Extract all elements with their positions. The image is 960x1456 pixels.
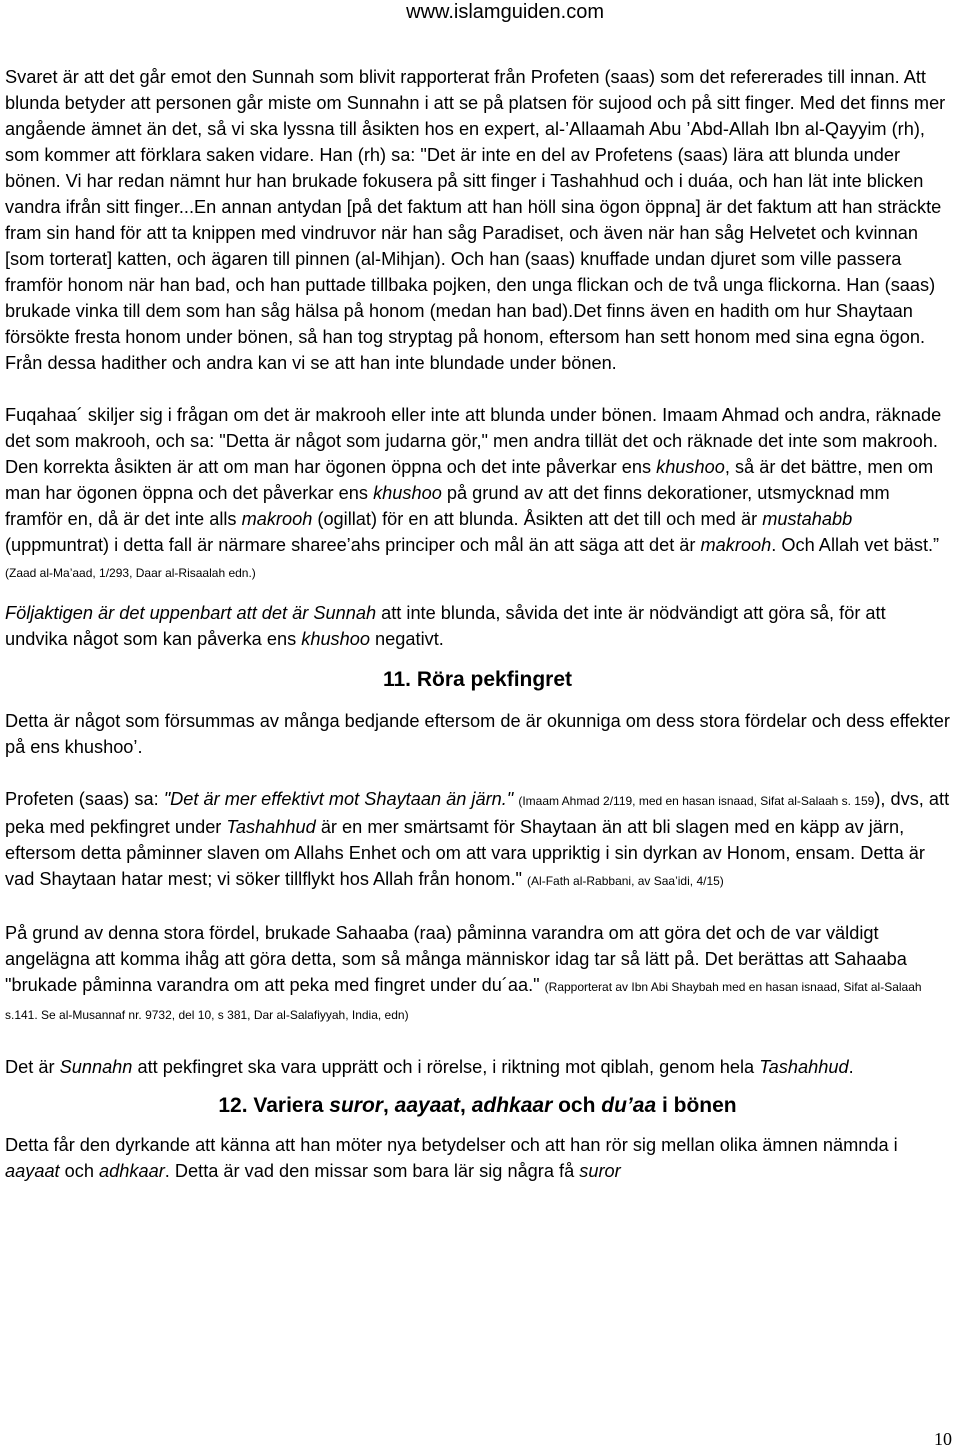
text: Detta får den dyrkande att känna att han möter nya betydelser och att han rör sig mellan olika ämnen nämnda i [5, 1135, 898, 1155]
paragraph-sahaaba [5, 920, 950, 1028]
italic-term: Följaktigen är det uppenbart att det är Sunnah [5, 603, 377, 623]
text: . [848, 1057, 854, 1077]
italic-term: Tashahhud [759, 1057, 849, 1077]
text: Fuqahaa´ skiljer sig i frågan om det är makrooh eller inte att blunda under bönen. Imaam Ahmad och andra, räknade det som makrooh, och sa: "Detta är något som judarna gör," men andra tillät det och räknade det inte som makrooh. Den korrekta åsikten är att om man har ögonen öppna och det inte påverkar ens [5, 405, 942, 477]
italic-term: suror [579, 1161, 621, 1181]
italic-term: suror [329, 1094, 383, 1117]
italic-term: Tashahhud [226, 817, 316, 837]
italic-quote: "Det är mer effektivt mot Shaytaan än järn." [163, 789, 514, 809]
text: , [460, 1094, 472, 1117]
italic-term: aayaat [5, 1161, 60, 1181]
text: negativt. [370, 629, 444, 649]
paragraph-conclusion [5, 600, 950, 652]
section-heading-11: 11. Röra pekfingret [382, 668, 573, 691]
italic-term: mustahabb [762, 509, 853, 529]
text: . Detta är vad den missar som bara lär sig några få [164, 1161, 580, 1181]
text: att inte blunda, såvida det inte är nödvändigt att göra så, för att undvika något som kan påverka ens [5, 603, 886, 649]
italic-term: Sunnahn [59, 1057, 133, 1077]
text: 12. Variera [218, 1094, 330, 1117]
document-body [5, 64, 950, 1184]
text: (ogillat) för en att blunda. Åsikten att det till och med är [312, 509, 763, 529]
text: . Och Allah vet bäst.” [771, 535, 940, 555]
paragraph-prophet-saying [5, 786, 950, 894]
text: är en mer smärtsamt för Shaytaan än att bli slagen med en käpp av järn, eftersom detta påminner slaven om Allahs Enhet och om att vara uppriktig i sin dyrkan av Honom, ensam. Detta är vad Shaytaan hatar mest; vi söker tillflykt hos Allah från honom." [5, 817, 925, 889]
reference-citation: (Rapporterat av Ibn Abi Shaybah med en hasan isnaad, Sifat al-Salaah s.141. Se al-Musannaf nr. 9732, del 10, s 381, Dar al-Salafiyyah, India, edn) [5, 980, 922, 1022]
text: på grund av att det finns dekorationer, utsmycknad mm framför en, då är det inte alls [5, 483, 890, 529]
italic-term: du’aa [601, 1094, 657, 1117]
italic-term: adhkaar [471, 1094, 553, 1117]
italic-term: khushoo [656, 457, 725, 477]
paragraph-fuqahaa-opinion [5, 402, 950, 586]
paragraph-blinking-answer [5, 64, 950, 376]
text: , så är det bättre, men om man har ögonen öppna och det påverkar ens [5, 457, 934, 503]
text: Detta är något som försummas av många bedjande eftersom de är okunniga om dess stora fördelar och dess effekter på ens khushoo’. [5, 711, 950, 757]
italic-term: khushoo [301, 629, 370, 649]
italic-term: makrooh [241, 509, 313, 529]
text: Det är [5, 1057, 60, 1077]
reference-citation: (Imaam Ahmad 2/119, med en hasan isnaad, Sifat al-Salaah s. 159 [518, 794, 875, 808]
paragraph-sunnah-finger [5, 1054, 950, 1080]
text: i bönen [656, 1094, 737, 1117]
italic-term: adhkaar [99, 1161, 165, 1181]
italic-term: aayaat [394, 1094, 461, 1117]
text: , [382, 1094, 395, 1117]
text: och [59, 1161, 100, 1181]
italic-term: khushoo [373, 483, 442, 503]
text: På grund av denna stora fördel, brukade Sahaaba (raa) påminna varandra om att göra det och de var väldigt angelägna att komma ihåg att göra detta, som så många människor idag tar så lätt på. Det berättas att Sahaaba "brukade påminna varandra om att peka med fingret under du´aa." [5, 923, 907, 995]
paragraph-variation [5, 1132, 950, 1184]
site-url-header: www.islamguiden.com [406, 1, 604, 23]
page-number: 10 [934, 1429, 952, 1449]
text: Svaret är att det går emot den Sunnah som blivit rapporterat från Profeten (saas) som det refererades till innan. Att blunda betyder att personen går miste om Sunnahn i att se på platsen för sujood och på sitt finger. Med det finns mer angående ämnet än det, så vi ska lyssna till åsikten hos en expert, al-’Allaamah Abu ’Abd-Allah Ibn al-Qayyim (rh), som kommer att förklara saken vidare. Han (rh) sa: "Det är inte en del av Profetens (saas) lära att blunda under bönen. Vi har redan nämnt hur han brukade fokusera på sitt finger i Tashahhud och i duáa, och han lät inte blicken vandra ifrån sitt finger...En annan antydan [på det faktum att han höll sina ögon öppna] är det faktum att han sträckte fram sin hand för att ta knippen med vindruvor när han såg Paradiset, och även när han såg Helvetet och kvinnan [som torterat] katten, och ägaren till pinnen (al-Mihjan). Och han (saas) knuffade undan djuret som ville passera framför honom när han bad, och han puttade tillbaka pojken, den unga flickan och de två unga flickorna. Han (saas) brukade vinka till dem som han såg hälsa på honom (medan han bad).Det finns även en hadith om hur Shaytaan försökte fresta honom under bönen, så han tog stryptag på honom, eftersom han sett honom med sina egna ögon. Från dessa hadither och andra kan vi se att han inte blundade under bönen. [5, 67, 946, 373]
text: ), dvs, att peka med pekfingret under [5, 789, 950, 837]
italic-term: makrooh [700, 535, 772, 555]
text: (uppmuntrat) i detta fall är närmare sharee’ahs principer och mål än att säga att det är [5, 535, 701, 555]
text: Profeten (saas) sa: [5, 789, 164, 809]
text: att pekfingret ska vara upprätt och i rörelse, i riktning mot qiblah, genom hela [132, 1057, 760, 1077]
text: och [552, 1094, 602, 1117]
reference-citation: (Al-Fath al-Rabbani, av Saa’idi, 4/15) [527, 874, 724, 888]
section-heading-12 [5, 1092, 950, 1120]
reference-citation: (Zaad al-Ma’aad, 1/293, Daar al-Risaalah edn.) [5, 566, 256, 580]
paragraph-neglected [5, 708, 950, 760]
